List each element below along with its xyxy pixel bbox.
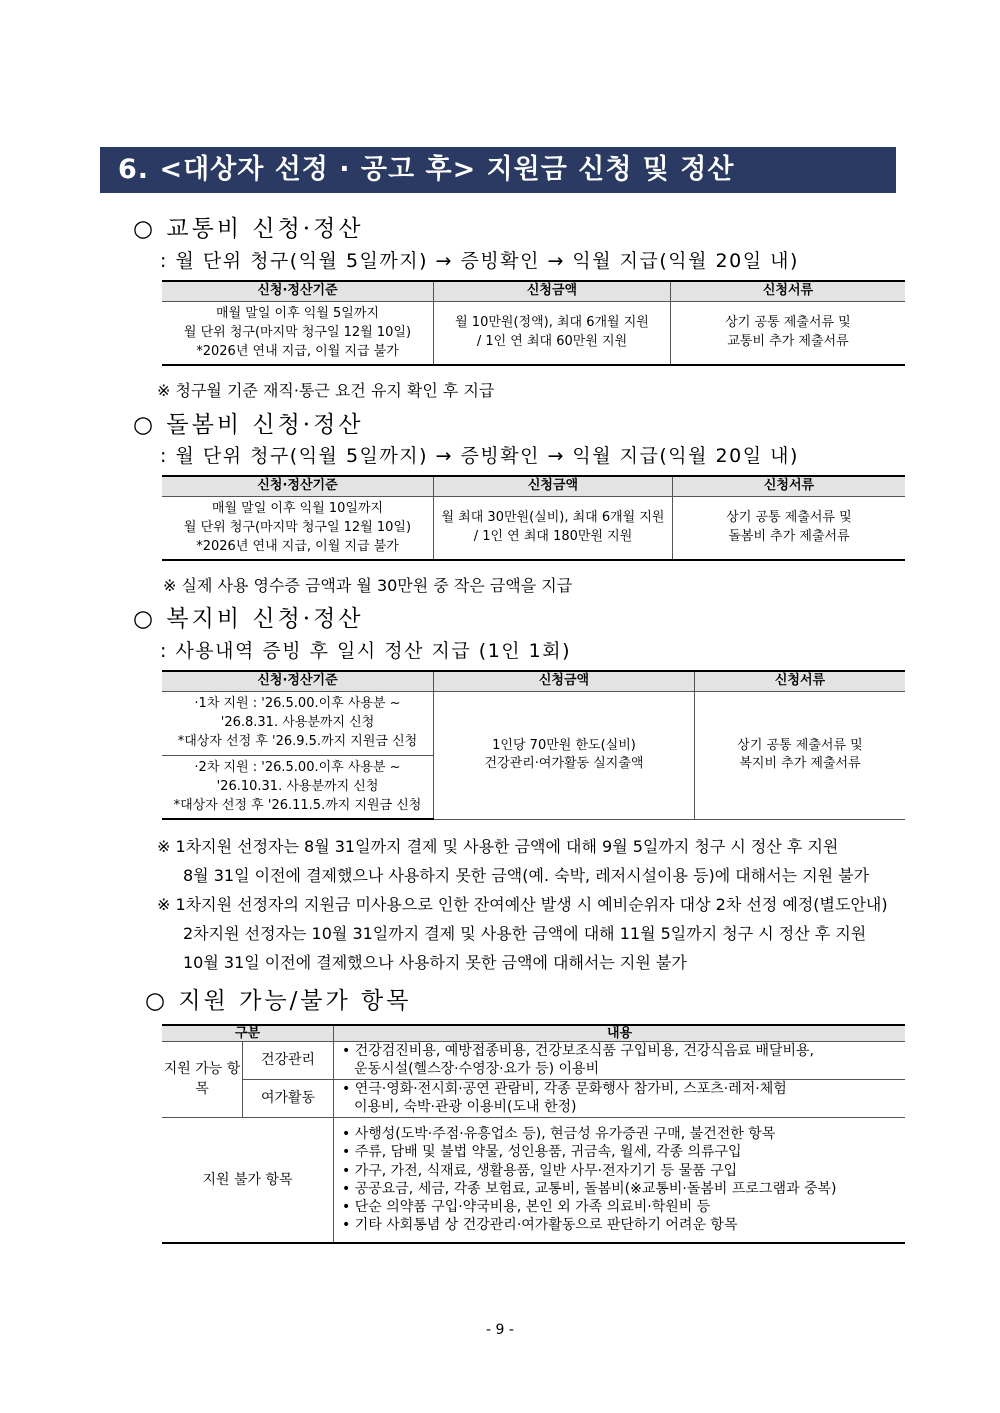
cell-line: / 1인 연 최대 60만원 지원 — [476, 334, 628, 350]
welfare-table — [162, 670, 905, 820]
welfare-note: 10월 31일 이전에 결제했으나 사용하지 못한 금액에 대해서는 지원 불가 — [183, 953, 687, 972]
cell-line: 상기 공통 제출서류 및 — [725, 315, 851, 331]
list-item: • 주류, 담배 및 불법 약물, 성인용품, 귀금속, 월세, 각종 의류구입 — [342, 1144, 742, 1161]
list-item: 이용비, 숙박·관광 이용비(도내 한정) — [354, 1099, 577, 1115]
welfare-note: 8월 31일 이전에 결제했으나 사용하지 못한 금액(예. 숙박, 레저시설이용 등)에 대해서는 지원 불가 — [183, 866, 870, 885]
health-items — [334, 1041, 906, 1079]
col-header: 신청·정산기준 — [162, 671, 434, 691]
welfare-note: ※ 1차지원 선정자는 8월 31일까지 결제 및 사용한 금액에 대해 9월 5일까지 청구 시 정산 후 지원 — [157, 837, 839, 856]
col-header: 신청서류 — [671, 281, 906, 301]
cell-line: *2026년 연내 지급, 이월 지급 불가 — [196, 538, 399, 554]
table-cell-round1 — [162, 691, 434, 755]
col-header: 신청·정산기준 — [162, 281, 434, 301]
table-cell — [162, 301, 434, 365]
list-item: • 공공요금, 세금, 각종 보험료, 교통비, 돌봄비(※교통비·돌봄비 프로그램과 중복) — [342, 1180, 837, 1197]
section-note-transport: ※ 청구월 기준 재직·통근 요건 유지 확인 후 지급 — [157, 381, 495, 400]
col-header: 신청·정산기준 — [162, 476, 434, 496]
cell-line: 월 10만원(정액), 최대 6개월 지원 — [455, 315, 649, 331]
list-item: • 연극·영화·전시회·공연 관람비, 각종 문화행사 참가비, 스포츠·레저·체험 — [342, 1080, 787, 1097]
col-header: 구분 — [162, 1025, 334, 1041]
cell-line: 월 단위 청구(마지막 청구일 12월 10일) — [183, 519, 412, 535]
table-cell-round2 — [162, 755, 434, 819]
cell-line: / 1인 연 최대 180만원 지원 — [473, 529, 633, 545]
section-summary-care: : 월 단위 청구(익월 5일까지) → 증빙확인 → 익월 지급(익월 20일 내) — [160, 445, 799, 467]
welfare-note: ※ 1차지원 선정자의 지원금 미사용으로 인한 잔여예산 발생 시 예비순위자 대상 2차 선정 예정(별도안내) — [157, 895, 888, 914]
cell-line: 상기 공통 제출서류 및 — [737, 737, 863, 753]
cell-line: 교통비 추가 제출서류 — [727, 334, 849, 350]
cell-line: 월 단위 청구(마지막 청구일 12월 10일) — [183, 324, 412, 340]
leisure-label: 여가활동 — [243, 1079, 334, 1117]
section-heading-care: ○ 돌봄비 신청·정산 — [133, 412, 364, 438]
list-item: • 건강검진비용, 예방접종비용, 건강보조식품 구입비용, 건강식음료 배달비용, — [342, 1042, 815, 1059]
col-header: 신청금액 — [434, 671, 695, 691]
list-item: • 기타 사회통념 상 건강관리·여가활동으로 판단하기 어려운 항목 — [342, 1217, 738, 1234]
list-item: 운동시설(헬스장·수영장·요가 등) 이용비 — [354, 1061, 600, 1077]
col-header: 신청금액 — [434, 476, 673, 496]
cell-line: *대상자 선정 후 '26.9.5.까지 지원금 신청 — [177, 733, 418, 749]
cell-line: 상기 공통 제출서류 및 — [726, 510, 852, 526]
cell-line: '26.8.31. 사용분까지 신청 — [220, 714, 375, 730]
section-summary-welfare: : 사용내역 증빙 후 일시 정산 지급 (1인 1회) — [160, 640, 572, 662]
section-heading-welfare: ○ 복지비 신청·정산 — [133, 606, 364, 632]
cell-line: 돌봄비 추가 제출서류 — [728, 529, 850, 545]
col-header: 내용 — [334, 1025, 906, 1041]
col-header: 신청서류 — [673, 476, 906, 496]
page-title: 6. <대상자 선정 · 공고 후> 지원금 신청 및 정산 — [100, 147, 896, 193]
possible-label: 지원 가능 항목 — [162, 1041, 243, 1117]
section-summary-transport: : 월 단위 청구(익월 5일까지) → 증빙확인 → 익월 지급(익월 20일 내) — [160, 250, 799, 272]
list-item: • 사행성(도박·주점·유흥업소 등), 현금성 유가증권 구매, 불건전한 항목 — [342, 1126, 776, 1143]
care-table — [162, 475, 905, 561]
impossible-label: 지원 불가 항목 — [162, 1117, 334, 1243]
col-header: 신청금액 — [434, 281, 671, 301]
cell-line: ·1차 지원 : '26.5.00.이후 사용분 ~ — [194, 696, 401, 712]
section-heading-transport: ○ 교통비 신청·정산 — [133, 216, 364, 242]
table-cell — [162, 496, 434, 560]
cell-line: *2026년 연내 지급, 이월 지급 불가 — [196, 343, 399, 359]
list-item: • 가구, 가전, 식재료, 생활용품, 일반 사무·전자기기 등 물품 구입 — [342, 1162, 738, 1179]
cell-line: 매월 말일 이후 익월 5일까지 — [216, 305, 379, 321]
section-note-care: ※ 실제 사용 영수증 금액과 월 30만원 중 작은 금액을 지급 — [163, 576, 573, 595]
cell-line: 월 최대 30만원(실비), 최대 6개월 지원 — [441, 510, 665, 526]
transport-table — [162, 280, 905, 366]
leisure-items — [334, 1079, 906, 1117]
items-table — [162, 1024, 905, 1244]
welfare-note: 2차지원 선정자는 10월 31일까지 결제 및 사용한 금액에 대해 11월 5일까지 청구 시 정산 후 지원 — [183, 924, 867, 943]
health-label: 건강관리 — [243, 1041, 334, 1079]
section-heading-items: ○ 지원 가능/불가 항목 — [145, 988, 412, 1014]
impossible-items — [334, 1117, 906, 1243]
col-header: 신청서류 — [695, 671, 906, 691]
table-cell — [434, 301, 671, 365]
cell-line: ·2차 지원 : '26.5.00.이후 사용분 ~ — [194, 759, 401, 775]
list-item: • 단순 의약품 구입·약국비용, 본인 외 가족 의료비·학원비 등 — [342, 1198, 711, 1215]
cell-line: *대상자 선정 후 '26.11.5.까지 지원금 신청 — [173, 797, 422, 813]
table-cell — [434, 496, 673, 560]
cell-line: 1인당 70만원 한도(실비) — [492, 737, 636, 753]
cell-line: 건강관리·여가활동 실지출액 — [484, 756, 644, 772]
cell-line: 복지비 추가 제출서류 — [739, 756, 861, 772]
table-cell — [673, 496, 906, 560]
cell-line: 매월 말일 이후 익월 10일까지 — [211, 500, 384, 516]
table-cell — [671, 301, 906, 365]
table-cell — [695, 691, 906, 819]
table-cell — [434, 691, 695, 819]
cell-line: '26.10.31. 사용분까지 신청 — [216, 778, 379, 794]
page-number: - 9 - — [486, 1322, 514, 1338]
